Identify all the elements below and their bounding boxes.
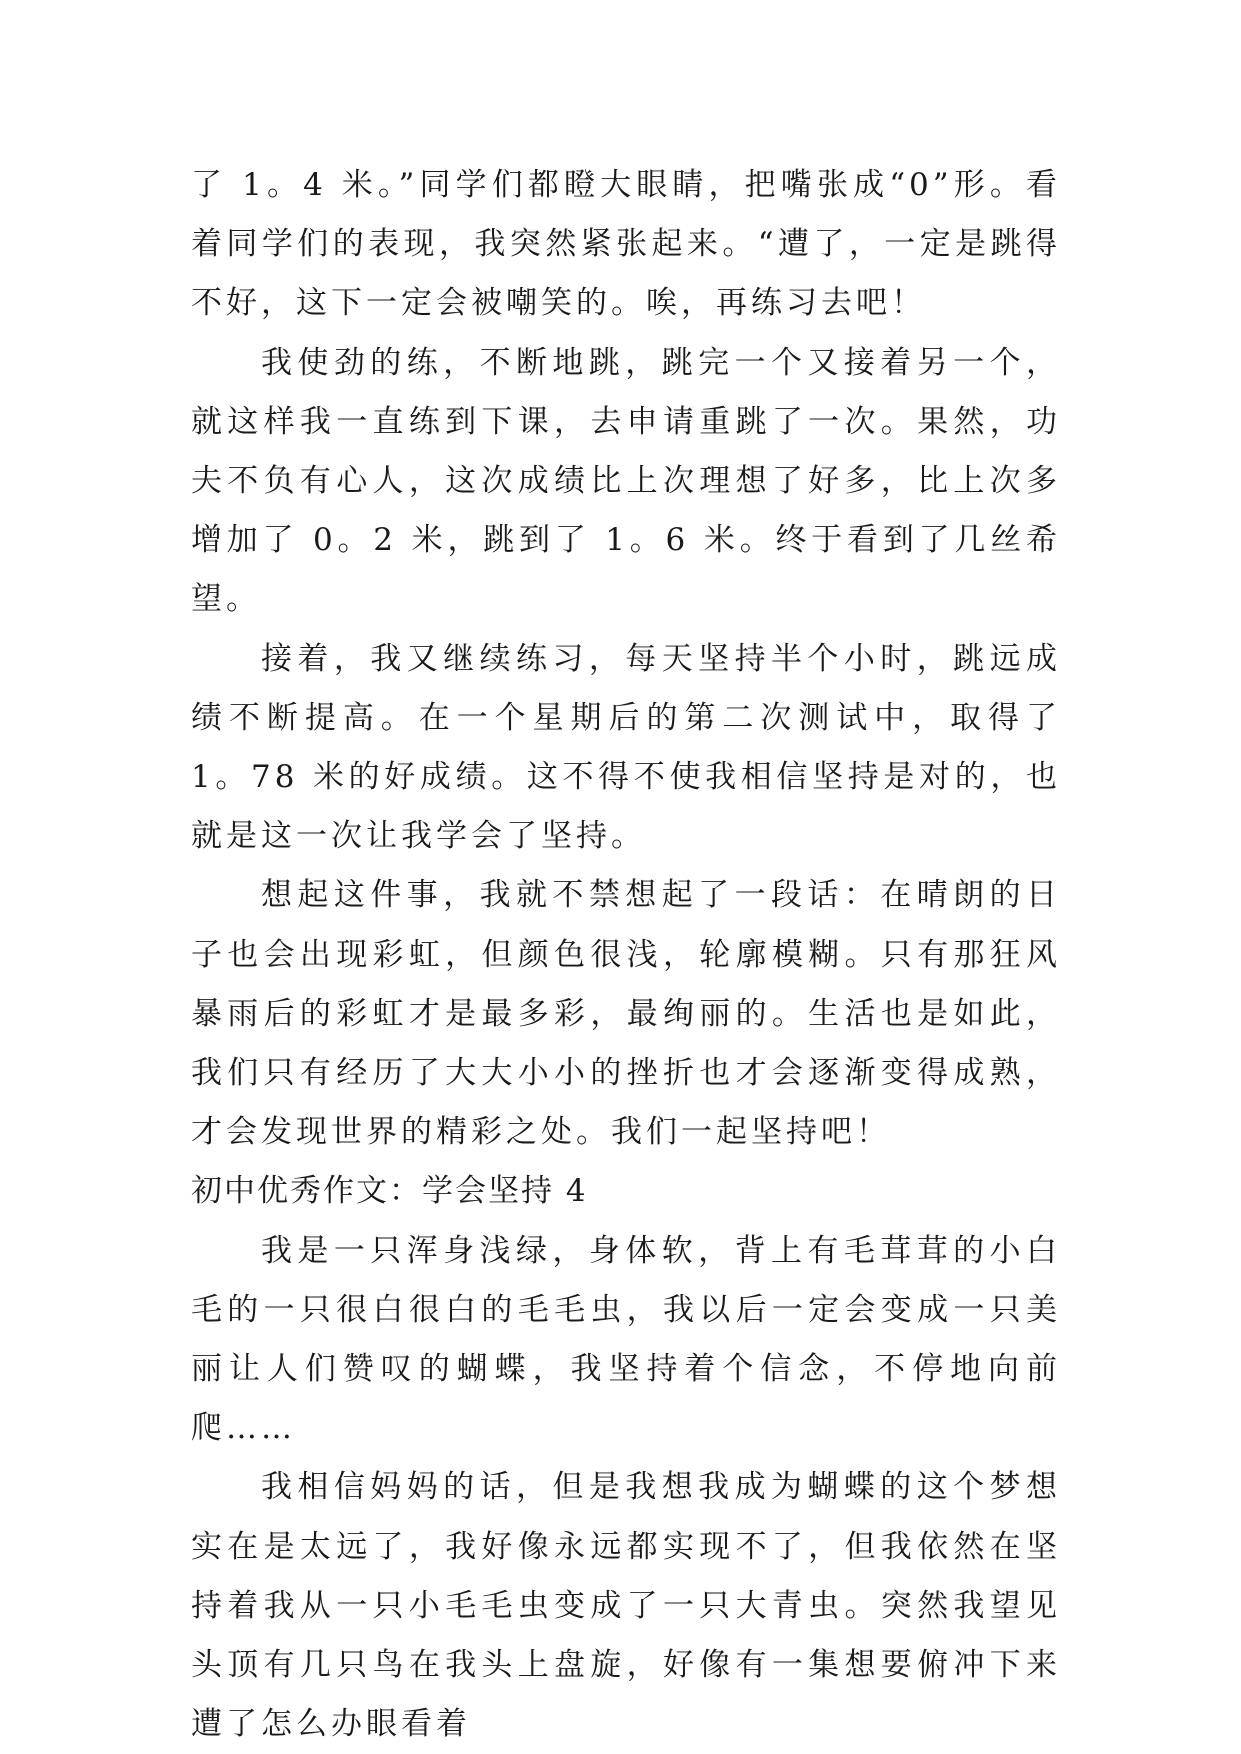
paragraph: 了 1。4 米。”同学们都瞪大眼睛，把嘴张成“0”形。看着同学们的表现，我突然紧张起来。“遭了，一定是跳得不好，这下一定会被嘲笑的。唉，再练习去吧！ xyxy=(191,167,1061,322)
paragraph: 接着，我又继续练习，每天坚持半个小时，跳远成绩不断提高。在一个星期后的第二次测试中，取得了 1。78 米的好成绩。这不得不使我相信坚持是对的，也就是这一次让我学会了坚持。 xyxy=(191,640,1061,855)
section-heading: 初中优秀作文：学会坚持 4 xyxy=(191,1173,588,1210)
document-body xyxy=(191,156,1061,1754)
paragraph: 我相信妈妈的话，但是我想我成为蝴蝶的这个梦想实在是太远了，我好像永远都实现不了，但我依然在坚持着我从一只小毛毛虫变成了一只大青虫。突然我望见头顶有几只鸟在我头上盘旋，好像有一集想要俯冲下来遭了怎么办眼看着 xyxy=(191,1469,1061,1743)
paragraph: 我使劲的练，不断地跳，跳完一个又接着另一个，就这样我一直练到下课，去申请重跳了一次。果然，功夫不负有心人，这次成绩比上次理想了好多，比上次多增加了 0。2 米，跳到了 1。6 米。终于看到了几丝希望。 xyxy=(191,344,1061,618)
paragraph: 我是一只浑身浅绿，身体软，背上有毛茸茸的小白毛的一只很白很白的毛毛虫，我以后一定会变成一只美丽让人们赞叹的蝴蝶，我坚持着个信念，不停地向前爬…… xyxy=(191,1232,1061,1447)
paragraph: 想起这件事，我就不禁想起了一段话：在晴朗的日子也会出现彩虹，但颜色很浅，轮廓模糊。只有那狂风暴雨后的彩虹才是最多彩，最绚丽的。生活也是如此，我们只有经历了大大小小的挫折也才会逐渐变得成熟，才会发现世界的精彩之处。我们一起坚持吧！ xyxy=(191,877,1061,1151)
